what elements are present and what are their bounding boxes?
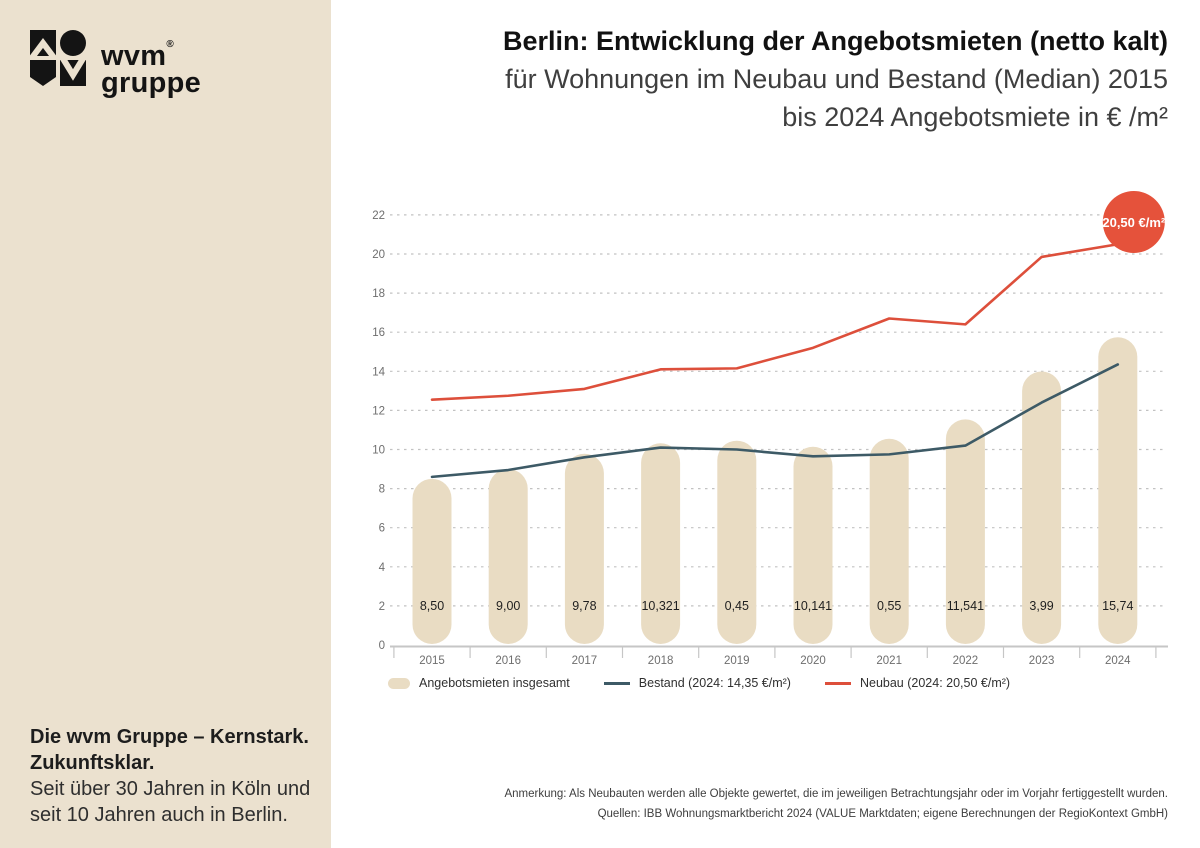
svg-text:16: 16: [372, 327, 385, 340]
svg-text:10: 10: [372, 444, 385, 457]
svg-text:11,541: 11,541: [946, 598, 985, 613]
svg-text:2023: 2023: [1028, 655, 1055, 667]
svg-text:2016: 2016: [495, 655, 521, 667]
line-neubau: [432, 244, 1118, 399]
legend-label: Angebotsmieten insgesamt: [419, 676, 570, 690]
svg-text:2022: 2022: [952, 655, 979, 667]
svg-text:0,45: 0,45: [724, 598, 749, 613]
registered-mark: ®: [166, 39, 175, 50]
svg-text:8,50: 8,50: [419, 598, 445, 613]
logo: [30, 30, 201, 97]
logo-word1: wvm: [101, 40, 167, 72]
svg-text:22: 22: [372, 209, 385, 222]
svg-text:8: 8: [378, 483, 385, 496]
svg-text:10,141: 10,141: [793, 598, 833, 613]
svg-text:0,55: 0,55: [877, 598, 902, 613]
svg-text:2: 2: [378, 600, 385, 613]
logo-word2: gruppe: [101, 67, 202, 99]
legend-bar-swatch-icon: [388, 678, 410, 689]
svg-text:2017: 2017: [571, 655, 598, 667]
svg-text:15,74: 15,74: [1102, 598, 1134, 613]
x-axis: [390, 647, 1168, 668]
tagline-line2: Zukunftsklar.: [30, 752, 155, 774]
chart-title-line1: Berlin: Entwicklung der Angebotsmieten (netto kalt): [502, 26, 1168, 56]
legend-label: Neubau (2024: 20,50 €/m²): [859, 676, 1011, 690]
tagline: [30, 724, 310, 828]
svg-text:2018: 2018: [647, 655, 674, 667]
svg-text:6: 6: [378, 522, 385, 535]
svg-text:14: 14: [372, 366, 385, 379]
tagline-line1: Die wvm Gruppe – Kernstark.: [30, 726, 309, 748]
sidebar-panel: [0, 0, 331, 848]
svg-text:9,00: 9,00: [496, 598, 521, 613]
tagline-line3: Seit über 30 Jahren in Köln und: [30, 778, 311, 800]
legend-label: Bestand (2024: 14,35 €/m²): [638, 676, 791, 690]
svg-text:2019: 2019: [724, 655, 750, 667]
svg-text:3,99: 3,99: [1029, 598, 1054, 613]
legend-item-neubau: [825, 676, 1010, 690]
svg-text:4: 4: [378, 561, 385, 574]
chart-area: [340, 170, 1200, 675]
chart-legend: [388, 676, 1010, 690]
legend-bestand-line-icon: [604, 682, 630, 685]
legend-neubau-line-icon: [825, 682, 851, 685]
wvm-logo-mark-icon: [30, 30, 86, 86]
tagline-line4: seit 10 Jahren auch in Berlin.: [30, 804, 288, 826]
chart-title-line2: für Wohnungen im Neubau und Bestand (Median) 2015: [505, 64, 1168, 94]
chart-title-line3: bis 2024 Angebotsmiete in € /m²: [782, 102, 1168, 132]
rent-development-chart: [340, 170, 1200, 675]
svg-text:2021: 2021: [876, 655, 902, 667]
svg-text:9,78: 9,78: [572, 598, 597, 613]
svg-text:2024: 2024: [1105, 655, 1131, 667]
svg-text:18: 18: [372, 288, 385, 301]
footnote-quellen: Quellen: IBB Wohnungsmarktbericht 2024 (VALUE Marktdaten; eigene Berechnungen der RegioKontext GmbH): [597, 808, 1168, 820]
svg-text:20,50 €/m²: 20,50 €/m²: [1102, 215, 1166, 230]
svg-text:20: 20: [372, 249, 385, 261]
logo-wordmark: [101, 30, 201, 97]
callout-bubble: [1102, 191, 1166, 253]
line-bestand: [432, 364, 1118, 476]
svg-text:0: 0: [378, 640, 385, 652]
svg-text:2020: 2020: [800, 655, 826, 667]
legend-item-angebotsmieten: [388, 676, 570, 690]
chart-title: [400, 22, 1168, 136]
svg-text:10,321: 10,321: [641, 598, 680, 613]
legend-item-bestand: [604, 676, 791, 690]
svg-text:12: 12: [372, 405, 385, 418]
footnote-anmerkung: Anmerkung: Als Neubauten werden alle Objekte gewertet, die im jeweiligen Betrachtungsjahr oder im Vorjahr fertiggestellt wurden.: [504, 788, 1168, 800]
footnotes: [504, 784, 1168, 824]
svg-text:2015: 2015: [419, 655, 445, 667]
